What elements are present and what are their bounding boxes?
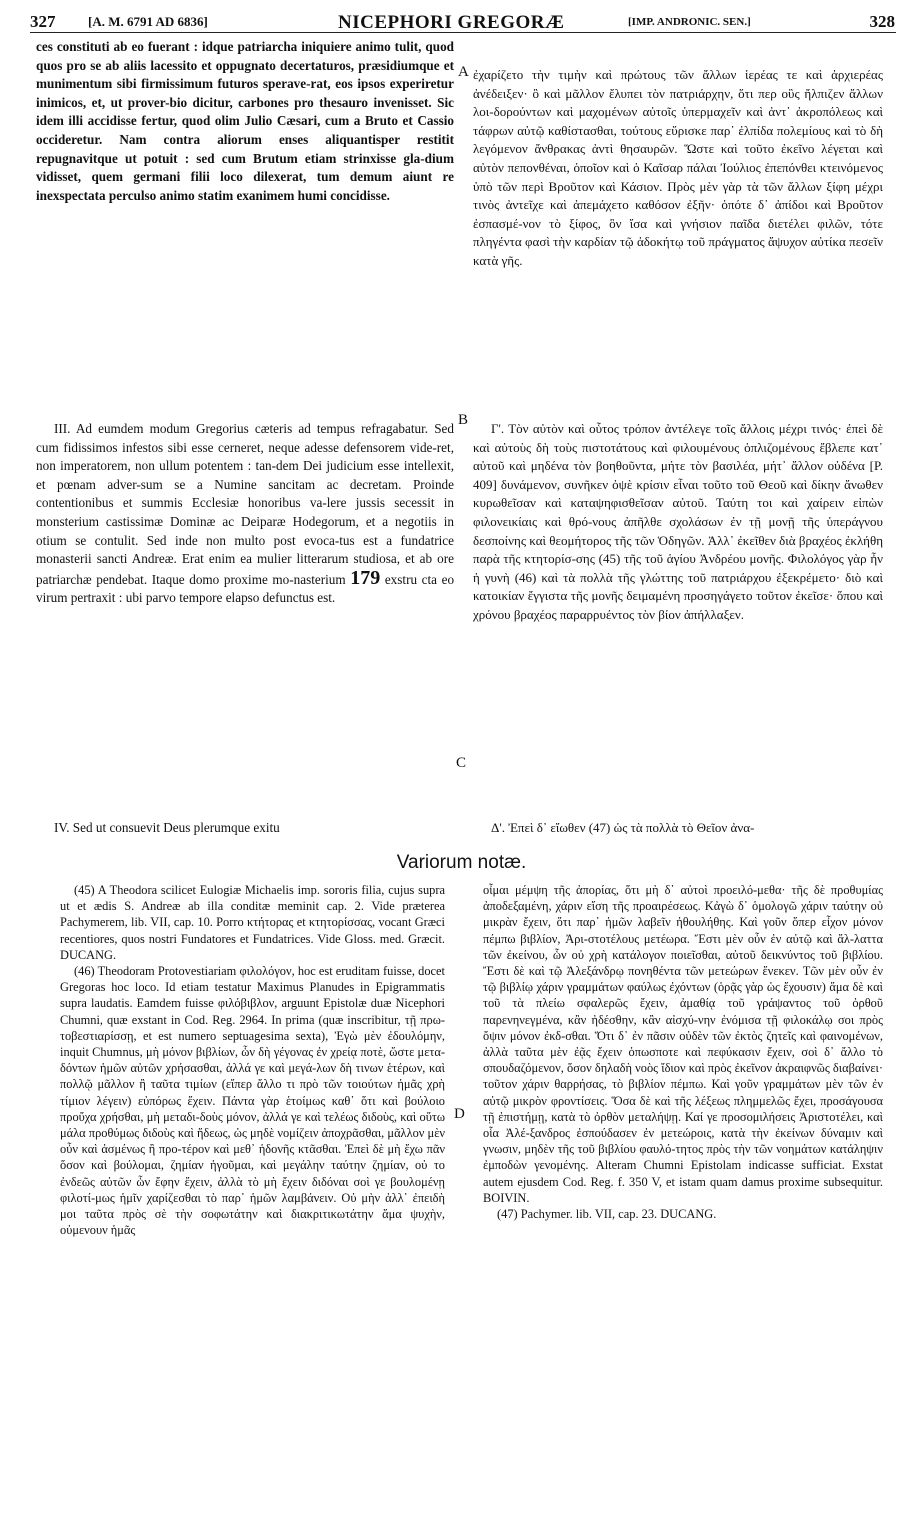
notes-right-column <box>483 882 883 1222</box>
greek-paragraph-1 <box>473 66 883 271</box>
latin-paragraph-1 <box>36 38 454 205</box>
note-45: (45) A Theodora scilicet Eulogiæ Michaelis imp. sororis filia, cujus supra ut et ædis S. Andreæ ab illa conditæ meminit cap. 2. Vide præterea Pachymerem, lib. VII, cap. 10. Porro κτήτορας et κτητορίσσας, vocant Græci recentiores, quos nostri Fundatores et Fundatrices. Vide Gloss. med. Græcit. DUCANG. <box>60 883 445 962</box>
latin-paragraph-2 <box>36 420 454 608</box>
note-47: (47) Pachymer. lib. VII, cap. 23. DUCANG. <box>497 1207 717 1222</box>
notes-heading: Variorum notæ. <box>396 852 527 873</box>
greek-paragraph-3 <box>473 819 883 838</box>
margin-letter-a: A <box>458 64 469 80</box>
greek-text-1: ἐχαρίζετο τὴν τιμὴν καὶ πρώτους τῶν ἄλλων ἱερέας τε καὶ ἀρχιερέας ἀνέδειξεν· ὃ καὶ μᾶλλον ἔλυπει τὸν πατριάρχην, ὅτι περ οὓς ἤλπιζεν ἄλλων λοι-δορούντων καὶ μαχομένων αὐτοῖς ὑπερμαχεῖν καὶ ἀντ᾽ ἀκροπόλεως καὶ τάφρων αὐτῷ καθίστασθαι, τούτους εὕρισκε παρ᾽ ἐλπίδα πολεμίους καὶ τὸ δὴ λεγόμενον ἄνθρακας ἀντὶ θησαυρῶν. Ὥστε καὶ τοῦτο ἐκεῖνο λέγεται καὶ αὐτὸν πεπονθέναι, ὁποῖον καὶ ὁ Καῖσαρ πάλαι Ἰούλιος ἐπεπόνθει κτεινόμενος ὑπὸ τῶν περὶ Βροῦτον καὶ Κάσιον. Πρὸς μὲν γὰρ τὰ τῶν ἄλλων ξίφη μέχρι τινὸς ἀντεῖχε καὶ ἀπεμάχετο καθόσον ἐξῆν· ὁπότε δ᾽ ἀπίδοι καὶ Βροῦτον ἐσπασμέ-νον τὸ ξίφος, ὃν ἴσα καὶ γνήσιον παῖδα διετέλει φιλῶν, τότε πληγέντα φασὶ τὴν καρδίαν τῷ ἀδοκήτῳ τοῦ πράγματος ἄψυχον αὐτίκα πεσεῖν κατὰ γῆς. <box>473 67 883 268</box>
page-number-right: 328 <box>869 12 895 31</box>
greek-text-2: Γ'. Τὸν αὐτὸν καὶ οὗτος τρόπον ἀντέλεγε τοῖς ἄλλοις μέχρι τινός· ἐπεὶ δὲ καὶ αὐτοὺς δὴ τοὺς πιστοτάτους καὶ φιλουμένους ὁπλιζομένους ἔβλεπε κατ᾽ αὐτοῦ καὶ μηδένα τὸν βοηθοῦντα, μήτε τὸν βασιλέα, μήτ᾽ ἄλλον οὐδένα [P. 409] δυνάμενον, συνῆκεν ὀψὲ κρίσιν εἶναι τοῦτο τοῦ Θεοῦ καὶ δίκην ἄνωθεν κυρωθεῖσαν καὶ καταψηφισθεῖσαν αὐτοῦ. Ταύτη τοι καὶ χαίρειν εἰπὼν φιλονεικίαις καὶ θρό-νους ἀπῆλθε σχολάσων ἐν τῇ μονῇ τῆς ὑπεράγνου δεσποίνης καὶ θεομήτορος τῆς τῶν Ὁδηγῶν. Ἀλλ᾽ ἐκεῖθεν διὰ βραχέος ἐκλήθη παρὰ τῆς κτητορίσ-σης (45) τῆς τοῦ ἁγίου Ἀνδρέου μονῆς. Φιλολόγος γὰρ ἦν ἡ γυνὴ (46) καὶ τὰ πολλὰ τῆς γλώττης τοῦ πατριάρχου ἐξεκρέμετο· διὸ καὶ κατοικίαν ἔγγιστα τῆς μονῆς δειμαμένη προσηγάγετο τοῦτον ἐκεῖσε· ὅπου καὶ χρόνου βραχέος παραρρυέντος τὸν βίον ἀπήλλαξεν. <box>473 421 883 622</box>
margin-letter-c: C <box>456 755 467 771</box>
latin-text-1: ces constituti ab eo fuerant : idque patriarcha iniquiere animo tulit, quod quos pro se ab aliis lacessito et oppugnato decertaturos, præsidiumque et munimentum sibi firmissimum futuros sperave-rat, eos ipsos experiretur inimicos, et, ut prover-bio dicitur, carbones pro thesauro invenisset. Sic idem illi accidisse fertur, quod olim Julio Cæsari, cum a Bruto et Cassio occideretur. Nam contra aliorum enses aliquantisper restitit repugnavitque ut potuit : sed cum Brutum etiam strinxisse gla-dium vidisset, quem germani filii loco dilexerat, tum demum aiunt re inexspectata perculso animo statim exanimem humi concidisse. <box>36 39 454 203</box>
note-46-part-2: οἶμαι μέμψη τῆς ἀπορίας, ὅτι μὴ δ᾽ αὐτοὶ προειλό-μεθα· τῆς δὲ προθυμίας ἀποδεξαμένη, χάριν εἴση τῆς προαιρέσεως. Κἀγὼ δ᾽ ὁμολογῶ χάριν ταύτην οὐ μικρὰν ἔχειν, ὅτι παρ᾽ ἡμῶν λαβεῖν ἠθουλήθης. Καὶ γοῦν ὅπερ εἶχον μόνον πέμπω βιβλίον, Ἀρι-στοτέλους μετέωρα. Ἔστι μὲν οὖν ἐν αὐτῷ καὶ ἄλ-λαττα τῶν ἐκείνου, ὧν οὐ χρὴ κατάλογον ποιεῖσθαι, αὐτοῦ δεικνύντος τοῦ βιβλίου. Ἔστι δὲ καὶ τῷ Ἀλεξάνδρῳ πονηθέντα τῶν μετεώρων ἕνεκεν. Τῶν μὲν οὖν ἐν τῷ βιβλίῳ χάριν γραμμάτων φαύλως ἐχόντων (ὁρᾷς γὰρ ὡς ἔχουσιν) ἅμα δὲ καὶ τοῦ τὰ πλείω σφαλερῶς ἔχειν, ἀμαθίᾳ τοῦ γράψαντος τοῦ ὀρθοῦ παρενηνεγμένα, κἂν ἠδέσθην, κἂν αἰσχύ-νην ἐνόμισα τῇ φιλοκάλῳ σοι πρὸς ὄψιν μόνον ἐκδ-σθαι. Ὅτι δ᾽ ἐν πᾶσιν οὐδὲν τῶν ἐκτὸς ζητεῖς καὶ φαινομένων, ἀλλὰ ταῦτα μὲν ἐᾷς ἔχειν ὁπωσποτε καὶ πεφύκασιν ἔχειν, σοὶ δ᾽ ἄλλο τὸ σπουδαζόμενον, ὅσον δηλαδὴ νοὸς ἴδιον καὶ πρὸς ἐκεῖνον ἀκραιφνῶς διαβαίνει· τοῦτον χάριν θαρρήσας, τὸ βιβλίον πέμπω. Καὶ γοῦν γραμμάτων μὲν τῶν ἐν αὐτῷ μικρὸν φροντίσεις. Ὅσα δὲ καὶ τῆς λέξεως πλημμελῶς ἔχει, προσάγουσα τῇ ἐπιστήμῃ, κατὰ τὸ ὀρθὸν μεταλήψῃ. Καί γε προσομιλήσεις Ἀριστοτέλει, καὶ οἷα Ἀλέ-ξανδρος ἐσπούδασεν ἐν μετεώροις, κατὰ τὴν ἐκείνων δύναμιν καὶ γνωσιν, μηδὲν τῆς τοῦ βιβλίου φαυλό-τητος πρὸς τὴν τῶν νοημάτων κατάληψιν ἐμποδὼν γενομένης. Alteram Chumni Epistolam indicasse sufficiat. Exstat autem ejusdem Cod. Reg. f. 350 V, et istam quam damus proxime subsequitur. BOIVIN. <box>483 883 883 1205</box>
page-number-left: 327 <box>30 12 56 31</box>
latin-paragraph-3 <box>36 819 454 838</box>
note-46-part-1: (46) Theodoram Protovestiariam φιλολόγον, hoc est eruditam fuisse, docet Gregoras hoc loco. Id etiam testatur Maximus Planudes in Epigrammatis supra laudatis. Eamdem fuisse φιλόβιβλον, arguunt Epistolæ duæ Nicephori Chumni, quæ exstant in Cod. Reg. 2964. In prima (quæ inscribitur, τῇ πρω-τοβεστιαρίσσῃ, et est numero septuagesima sexta), Ἐγὼ μὲν ἐδουλόμην, inquit Chumnus, μὴ μόνον βιβλίων, ὧν δὴ γέγονας ἐν χρείᾳ ποτὲ, ὥστε μετα-δόντων ἡμῶν αὐτῶν χρήσασθαι, ἀλλά γε καὶ μεγά-λων δὴ τινων ἑτέρων, καὶ πολλῷ μᾶλλον ἢ ταῦτα τιμίων (εἴπερ ἄλλο τι πρὸ τῶν τοιούτων ἡμᾶς χρὴ τίμιον λέγειν) εὐπόρως ἔχειν. Πάντα γὰρ ἑτοίμως καθ᾽ ὅτι καὶ βούλοιο προὔχα χρήσθαι, μὴ μεταδι-δοὺς μόνον, ἀλλά γε καὶ τελέως διδοὺς, καὶ οὕτω μάλα προθύμως διδοὺς καὶ ἥδεως, ὡς μηδὲ νομίζειν ἀποχρᾶσθαι, μᾶλλον μὲν οὖν καὶ ἀσμένως ἢ προ-τέρον καὶ μεθ᾽ ἡδονῆς κτᾶσθαι. Ἐπεὶ δὲ μὴ ἔχω πᾶν ὅσον καὶ βούλομαι, ζημίαν ἡγοῦμαι, καὶ μεγάλην ταύτην ζημίαν, οὐ το ἐνδεῶς αὐτῶν ὧν ἔφην ἔχειν, ἀλλὰ τὸ μὴ ἔχειν διδόναι σοὶ γε βουλομένῃ φιλοτί-μως ἡμῖν χαρίζεσθαι τὸ παρ᾽ ἡμῶν λαμβάνειν. Οὐ μὴν ἀλλ᾽ ἐπειδὴ μοι ταῦτα πρὸς σὲ τὴν σοφωτάτην καὶ διακριτικωτάτην ἅμα ψυχὴν, οὐμενουν ἡμᾶς <box>60 964 445 1238</box>
greek-paragraph-2 <box>473 420 883 625</box>
year-range: [A. M. 6791 AD 6836] <box>88 14 208 29</box>
latin-text-2 <box>36 420 454 608</box>
notes-left-column <box>60 882 445 1238</box>
latin-text-2a: III. Ad eumdem modum Gregorius cæteris ad tempus refragabatur. Sed cum fidissimos infestos sibi esse cerneret, neque adesse defensorem vide-ret, non imperatorem, non ullum potentem : tan-dem Dei judicium esse intellexit, et pœnam adver-sum se a Numine sancitam ac decretam. Proinde contentionibus et summis Ecclesiæ honoribus va-lere jussis secessit in monsterium castissimæ Dominæ ac Deiparæ Hodegorum, et a negotiis in otium se contulit. Sed inde non multo post evoca-tus est a fundatrice monasterii sancti Andreæ. Erat enim ea mulier litterarum studiosa, et ab ore patriarchæ pendebat. Itaque domo proxime mo-nasterium <box>36 421 454 587</box>
greek-text-3: Δ'. Ἐπεὶ δ᾽ εἴωθεν (47) ὡς τὰ πολλὰ τὸ Θεῖον ἀνα- <box>491 820 755 835</box>
running-title: NICEPHORI GREGORÆ <box>338 12 565 33</box>
page-header <box>30 6 895 40</box>
emperor-range: [IMP. ANDRONIC. SEN.] <box>628 16 751 28</box>
header-rule <box>30 32 896 33</box>
margin-letter-d: D <box>454 1106 465 1122</box>
margin-letter-b: B <box>458 412 469 428</box>
latin-text-2b: exstru cta eo virum pertraxit : ubi parvo tempore elapso defunctus est. <box>36 571 455 606</box>
latin-text-3: IV. Sed ut consuevit Deus plerumque exitu <box>54 820 280 835</box>
page-ref-179: 179 <box>350 566 381 589</box>
